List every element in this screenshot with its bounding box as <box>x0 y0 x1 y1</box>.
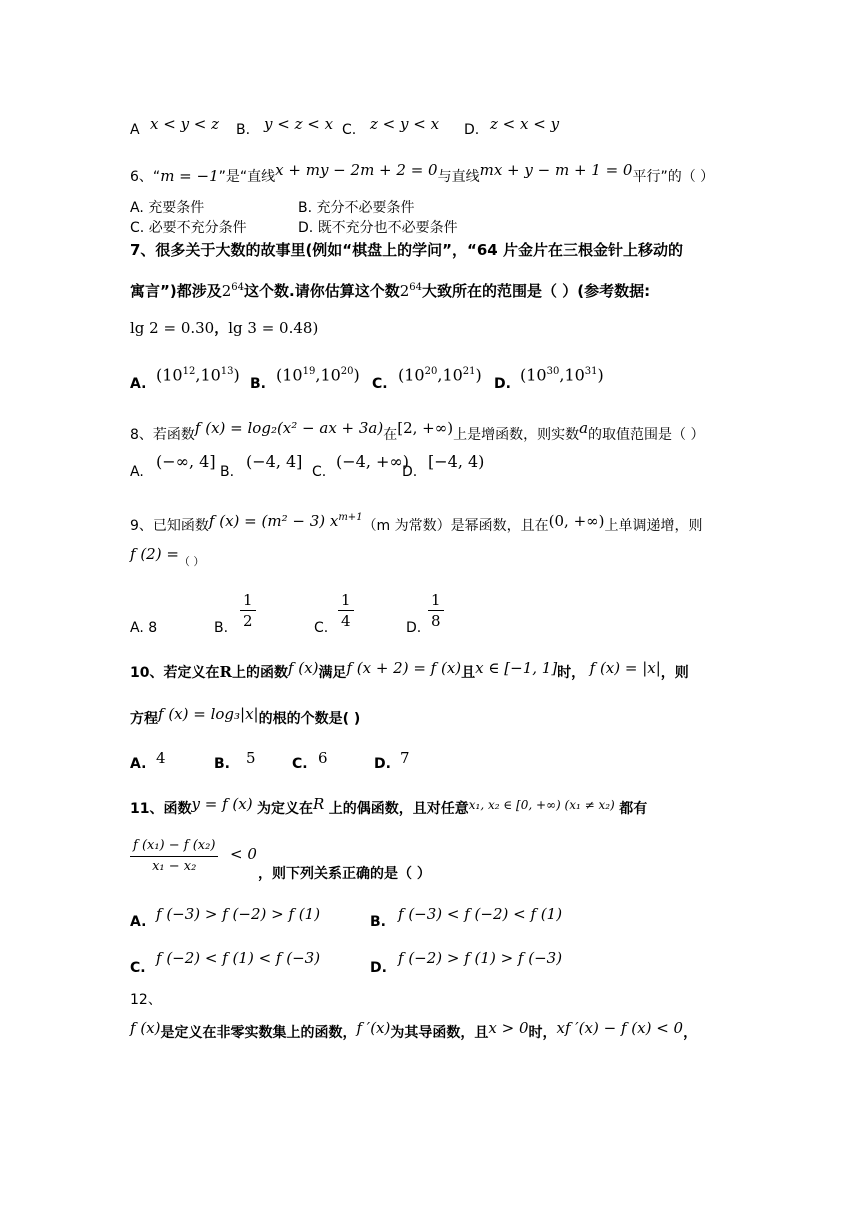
q6-line2-eq: mx + y − m + 1 = 0 <box>479 161 633 179</box>
q11-option-d-label: D. <box>370 960 387 976</box>
q7-ref-lg3: lg 3 = 0.48 <box>228 319 313 337</box>
q6-line1-eq: x + my − 2m + 2 = 0 <box>275 161 438 179</box>
q7-option-c-label: C. <box>372 376 388 392</box>
q9-option-c-label: C. <box>314 620 329 636</box>
q10-option-c-val: 6 <box>318 749 328 767</box>
q5-option-c-label: C. <box>342 122 357 138</box>
q10-line2: 方程f (x) = log₃|x|的根的个数是( ) <box>130 705 361 727</box>
q7-ref-lg2: lg 2 = 0.30 <box>130 319 215 337</box>
q9-option-c-frac: $\frac{1}{4}$ <box>338 590 354 631</box>
q5-option-b-label: B. <box>236 122 251 138</box>
q7-line2: 寓言”)都涉及$2^{64}$这个数.请你估算这个数$2^{64}$大致所在的范围是（ ）(参考数据: <box>130 282 651 300</box>
q9-options <box>130 590 630 634</box>
q6-stem <box>130 161 715 187</box>
q10-stem: 10、若定义在R上的函数f (x)满足f (x + 2) = f (x)且x ∈ [−1, 1]时， f (x) = |x|，则 <box>130 659 689 681</box>
q7-option-d-label: D. <box>494 376 511 392</box>
q10-option-d-label: D. <box>374 756 391 772</box>
q9-option-d-label: D. <box>406 620 422 636</box>
q8-option-b-expr: (−4, 4] <box>246 452 303 471</box>
q9-function: f (x) = (m² − 3) $x^{m+1}$ <box>208 512 363 530</box>
q7-option-a-label: A. <box>130 376 147 392</box>
q5-option-a-expr: x < y < z <box>150 115 220 133</box>
q6-option-b: B. 充分不必要条件 <box>298 200 415 216</box>
q9-stem: 9、已知函数f (x) = (m² − 3) $x^{m+1}(m$ 为常数）是幂函数，且在(0, +∞)上单调递增，则 <box>130 512 703 534</box>
q9-ask: f $(2) =_{( )}$ <box>130 545 205 568</box>
q9-interval: (0, +∞) <box>548 512 605 530</box>
q12-stem: f (x)是定义在非零实数集上的函数，f ′(x)为其导函数，且x > 0时，xf ′(x) − f (x) < 0， <box>130 1019 698 1041</box>
q8-option-a-label: A. <box>130 464 144 480</box>
q6-text-mid1: ”是“直线 <box>218 169 276 185</box>
q11-fraction: $\frac{\text{f (x₁) − f (x₂)}}{\text{x₁ − x₂}}$ <box>130 836 218 877</box>
q10-option-d-val: 7 <box>400 749 410 767</box>
q6-text-mid2: 与直线 <box>437 169 480 185</box>
q8-function: f (x) = log₂(x² − ax + 3a) <box>194 419 384 437</box>
q7-option-d-expr: $(10^{30},10^{31})$ <box>520 365 604 385</box>
q7-option-a-expr: $(10^{12},10^{13})$ <box>156 365 240 385</box>
q10-option-b-val: 5 <box>246 749 256 767</box>
q8-option-d-label: D. <box>402 464 418 480</box>
q7-option-b-label: B. <box>250 376 266 392</box>
q5-option-c-expr: z < y < x <box>370 115 440 133</box>
q11-option-c-label: C. <box>130 960 146 976</box>
q8-option-c-label: C. <box>312 464 327 480</box>
q8-stem: 8、若函数f (x) = log₂(x² − ax + 3a)在[2, +∞)上是增函数，则实数a的取值范围是（ ） <box>130 419 705 443</box>
q11-option-b-label: B. <box>370 914 386 930</box>
q5-option-d-label: D. <box>464 122 480 138</box>
q11-condition: x₁, x₂ ∈ [0, +∞) (x₁ ≠ x₂) <box>468 798 615 812</box>
q6-option-a: A. 充要条件 <box>130 200 205 216</box>
q5-option-b-expr: y < z < x <box>264 115 334 133</box>
q8-option-a-expr: (−∞, 4] <box>156 452 216 471</box>
q11-option-a-expr: f (−3) > f (−2) > f (1) <box>156 905 321 923</box>
q9-ask-expr: f (2) = <box>130 545 179 563</box>
q11-line2: $\frac{\text{f (x₁) − f (x₂)}}{\text{x₁ − x₂}}$ < 0 ，则下列关系正确的是（ ） <box>130 836 730 880</box>
q8-interval: [2, +∞) <box>397 419 454 437</box>
q6-number: 6、 <box>130 169 153 185</box>
q10-option-a-label: A. <box>130 756 147 772</box>
q9-option-a: A. 8 <box>130 620 158 636</box>
q6-option-d: D. 既不充分也不必要条件 <box>298 220 458 236</box>
q8-option-d-expr: [−4, 4) <box>428 452 485 471</box>
q7-reference: lg 2 = 0.30，lg 3 = 0.48) <box>130 319 319 337</box>
q7-option-b-expr: $(10^{19},10^{20})$ <box>276 365 360 385</box>
q11-option-a-label: A. <box>130 914 147 930</box>
q6-quote-open: “ <box>152 169 161 185</box>
q9-option-b-label: B. <box>214 620 229 636</box>
q11-option-d-expr: f (−2) > f (1) > f (−3) <box>398 949 563 967</box>
q11-options-row1 <box>130 904 730 928</box>
q10-option-a-val: 4 <box>156 749 166 767</box>
q7-option-c-expr: $(10^{20},10^{21})$ <box>398 365 482 385</box>
q7-line1: 7、很多关于大数的故事里(例如“棋盘上的学问”，“64 片金片在三根金针上移动的 <box>130 241 683 259</box>
q6-text-end: 平行”的（ ） <box>632 169 715 185</box>
q6-condition: m = −1 <box>160 167 219 185</box>
q10-periodic-eq: f (x + 2) = f (x) <box>346 659 462 677</box>
q11-option-c-expr: f (−2) < f (1) < f (−3) <box>156 949 321 967</box>
q10-options <box>130 750 530 774</box>
q12-number: 12、 <box>130 992 162 1008</box>
q5-option-d-expr: z < x < y <box>490 115 560 133</box>
q11-function: y = f (x) <box>191 795 253 813</box>
q8-options <box>130 452 730 482</box>
q7-options <box>130 362 730 390</box>
q10-option-b-label: B. <box>214 756 230 772</box>
q12-inequality: xf ′(x) − f (x) < 0 <box>556 1019 684 1037</box>
q8-option-c-expr: (−4, +∞) <box>336 452 409 471</box>
q9-option-b-frac: $\frac{1}{2}$ <box>240 590 256 631</box>
q8-option-b-label: B. <box>220 464 235 480</box>
q10-equation: f (x) = log₃|x| <box>158 705 259 723</box>
q11-options-row2 <box>130 948 730 976</box>
q11-option-b-expr: f (−3) < f (−2) < f (1) <box>398 905 563 923</box>
q6-option-c: C. 必要不充分条件 <box>130 220 247 236</box>
q10-option-c-label: C. <box>292 756 308 772</box>
q9-option-d-frac: $\frac{1}{8}$ <box>428 590 444 631</box>
q11-stem: 11、函数y = f (x) 为定义在R 上的偶函数，且对任意x₁, x₂ ∈ [0, +∞) (x₁ ≠ x₂) 都有 <box>130 795 648 817</box>
q5-option-a-label: A <box>130 122 140 138</box>
